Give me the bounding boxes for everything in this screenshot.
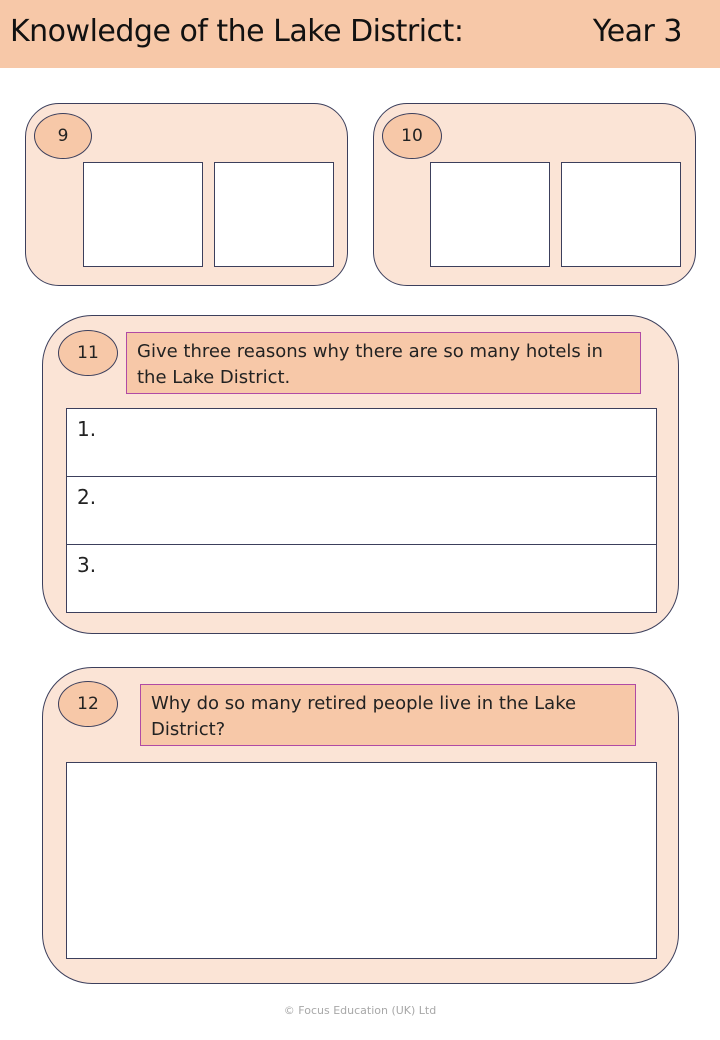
question-9-number: 9 (57, 126, 69, 146)
year-label: Year 3 (592, 14, 682, 49)
copyright-footer: © Focus Education (UK) Ltd (283, 1004, 437, 1017)
question-9-answer-box-2[interactable] (214, 162, 334, 267)
question-10-answer-box-2[interactable] (561, 162, 681, 267)
question-12-number: 12 (77, 694, 99, 714)
question-10-number-badge (382, 113, 442, 159)
question-10-answer-box-1[interactable] (430, 162, 550, 267)
page-header (0, 0, 720, 68)
question-10-panel (373, 103, 696, 286)
question-11-number: 11 (77, 343, 99, 363)
question-9-panel (25, 103, 348, 286)
question-10-number: 10 (401, 126, 423, 146)
question-11-number-badge (58, 330, 118, 376)
question-12-answer-box[interactable] (66, 762, 657, 959)
answer-row-1[interactable] (67, 409, 656, 477)
question-11-text: Give three reasons why there are so many hotels in the Lake District. (126, 332, 641, 394)
answer-row-2[interactable] (67, 477, 656, 545)
question-12-panel (42, 667, 679, 984)
question-11-panel (42, 315, 679, 634)
question-9-number-badge (34, 113, 92, 159)
answer-row-3-label: 3. (77, 553, 97, 577)
answer-row-1-label: 1. (77, 417, 97, 441)
answer-row-2-label: 2. (77, 485, 97, 509)
answer-row-3[interactable] (67, 545, 656, 612)
question-12-number-badge (58, 681, 118, 727)
question-9-answer-box-1[interactable] (83, 162, 203, 267)
question-12-text: Why do so many retired people live in the Lake District? (140, 684, 636, 746)
page-title: Knowledge of the Lake District: (10, 14, 464, 49)
question-11-answer-table (66, 408, 657, 613)
